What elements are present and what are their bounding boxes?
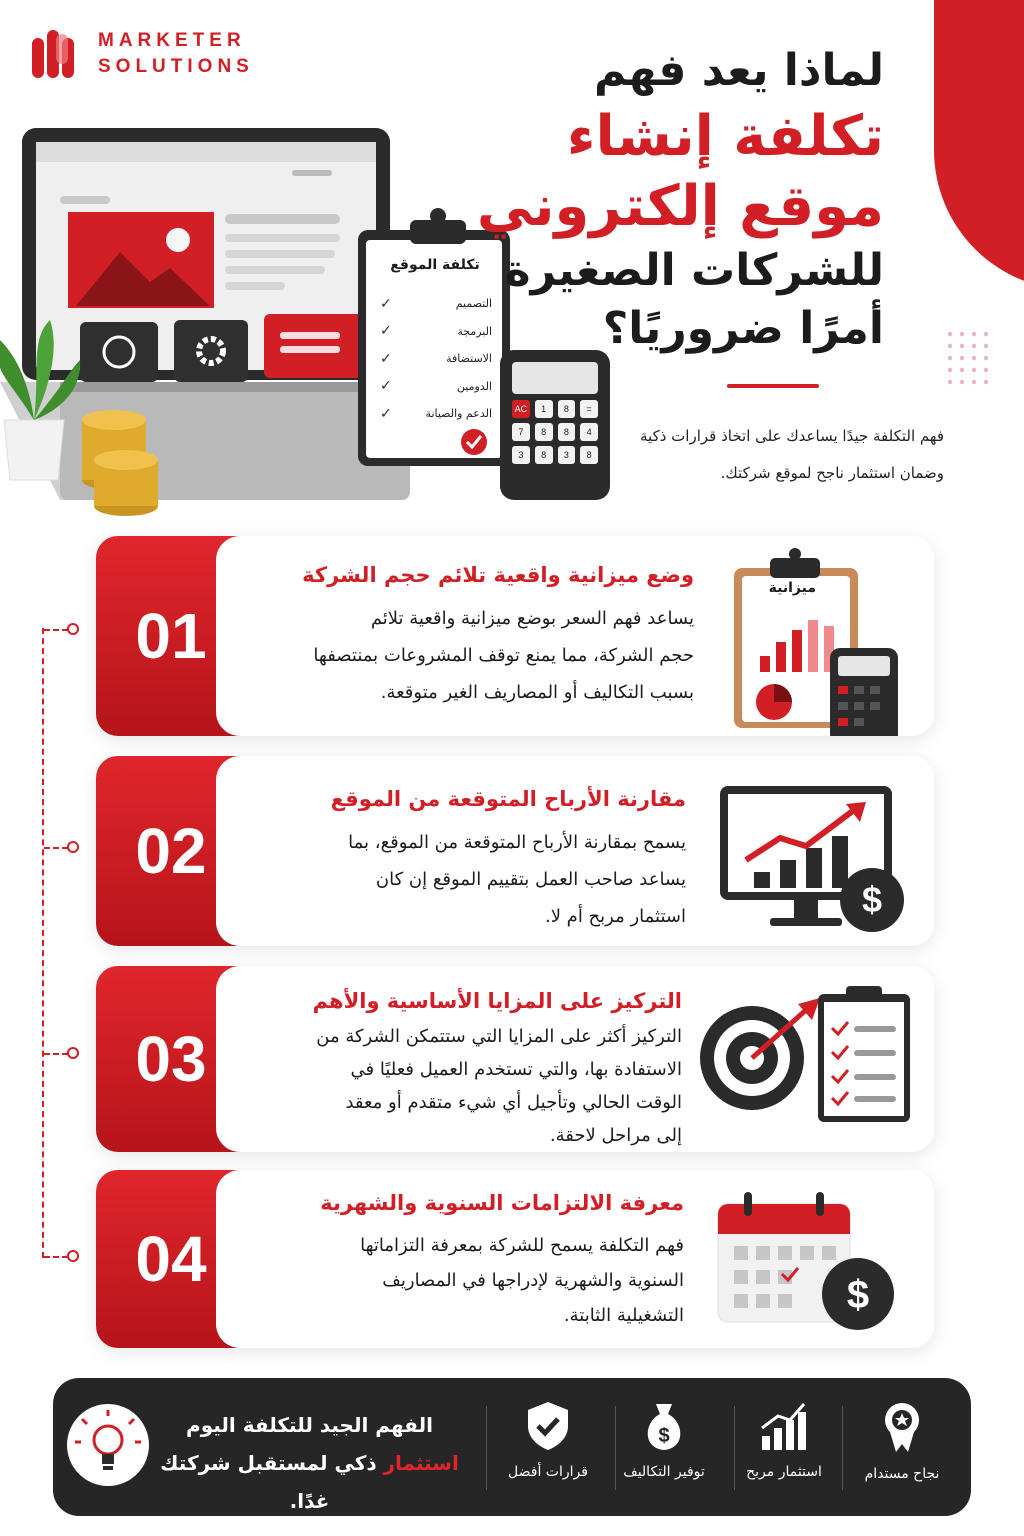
card-body-line: إلى مراحل لاحقة. (549, 1125, 682, 1146)
card-title: وضع ميزانية واقعية تلائم حجم الشركة (302, 563, 694, 587)
card-body (234, 600, 694, 711)
card-body (244, 1228, 684, 1333)
checkmark-icon: ✓ (380, 405, 392, 422)
card-number: 02 (96, 756, 246, 946)
clipboard-item-label: البرمجة (457, 324, 492, 338)
feature-label: نجاح مستدام (864, 1466, 940, 1482)
calculator-key: 4 (580, 423, 598, 441)
clipboard-item-label: الدومين (456, 379, 492, 393)
footer-feature-investment (729, 1400, 839, 1480)
card-body-line: حجم الشركة، مما يمنع توقف المشروعات بمنتصفها (313, 645, 694, 666)
budget-clipboard-icon (724, 546, 904, 736)
shield-check-icon (524, 1400, 572, 1452)
calculator-key: AC (512, 400, 530, 418)
timeline-dot (67, 841, 79, 853)
brand-logo-icon (30, 28, 86, 80)
calculator-key: 8 (535, 446, 553, 464)
calculator-key: 8 (580, 446, 598, 464)
card-number: 04 (96, 1170, 246, 1348)
budget-label: ميزانية (768, 580, 816, 596)
page-title (444, 40, 884, 358)
reason-card-1 (96, 536, 934, 736)
card-title: التركيز على المزايا الأساسية والأهم (312, 989, 682, 1013)
card-number: 03 (96, 966, 246, 1152)
footer-feature-success (847, 1400, 957, 1482)
award-badge-icon (878, 1400, 926, 1454)
reason-card-2 (96, 756, 934, 946)
card-number: 01 (96, 536, 246, 736)
card-body-line: التشغيلية الثابتة. (563, 1305, 684, 1326)
lightbulb-icon (67, 1404, 149, 1486)
card-body-line: يساعد فهم السعر بوضع ميزانية واقعية تلائم (370, 608, 694, 629)
footer-message-rest: ذكي لمستقبل شركتك غدًا. (160, 1451, 384, 1513)
calculator-key: 8 (558, 423, 576, 441)
calculator-key: 7 (512, 423, 530, 441)
calculator-key: 8 (535, 423, 553, 441)
footer-message (157, 1406, 462, 1520)
footer-divider (486, 1406, 487, 1490)
card-body-line: فهم التكلفة يسمح للشركة بمعرفة التزاماتها (360, 1235, 684, 1256)
footer-message-line1: الفهم الجيد للتكلفة اليوم (186, 1413, 433, 1437)
card-body (242, 1020, 682, 1152)
timeline-dot (67, 1047, 79, 1059)
card-body (246, 824, 686, 935)
timeline-dot (67, 1250, 79, 1262)
checkmark-icon: ✓ (380, 350, 392, 367)
growth-chart-monitor-icon (714, 780, 914, 940)
title-line-1: لماذا يعد فهم (594, 45, 884, 96)
footer-banner (53, 1378, 971, 1516)
title-line-4: للشركات الصغيرة (504, 245, 884, 296)
card-body-line: يساعد صاحب العمل بتقييم الموقع إن كان (375, 869, 686, 890)
money-bag-icon (640, 1400, 688, 1452)
title-underline (727, 384, 819, 388)
intro-text: فهم التكلفة جيدًا يساعدك على اتخاذ قرارات ذكية وضمان استثمار ناجح لموقع شركتك. (640, 427, 944, 482)
timeline-connector (44, 629, 68, 631)
checkmark-icon: ✓ (380, 295, 392, 312)
calculator-key: = (580, 400, 598, 418)
footer-divider (842, 1406, 843, 1490)
svg-text:$: $ (846, 1273, 870, 1317)
target-checklist-icon (698, 980, 918, 1130)
corner-decoration (934, 0, 1024, 290)
calculator-key: 8 (558, 400, 576, 418)
card-body-line: استثمار مربح أم لا. (544, 906, 686, 927)
svg-text:$: $ (658, 1425, 670, 1447)
card-body-line: السنوية والشهرية لإدراجها في المصاريف (382, 1270, 684, 1291)
card-body-line: بسبب التكاليف أو المصاريف الغير متوقعة. (380, 682, 694, 703)
card-body-line: الاستفادة بها، والتي تستخدم العميل فعليًا في (350, 1059, 682, 1080)
calculator-keypad (512, 400, 598, 464)
feature-label: توفير التكاليف (623, 1464, 705, 1480)
brand-logo (30, 28, 254, 80)
feature-label: استثمار مربح (746, 1464, 822, 1480)
calculator-key: 1 (535, 400, 553, 418)
clipboard-item (380, 373, 492, 401)
clipboard-item-label: الاستضافة (446, 352, 492, 366)
clipboard-item-label: الدعم والصيانة (425, 407, 492, 421)
checkmark-icon: ✓ (380, 378, 392, 395)
card-title: مقارنة الأرباح المتوقعة من الموقع (330, 787, 686, 811)
timeline-dot (67, 623, 79, 635)
reason-card-3 (96, 966, 934, 1152)
footer-message-accent: استثمار (383, 1451, 459, 1475)
timeline-connector (44, 1053, 68, 1055)
clipboard-item (380, 400, 492, 428)
growth-bars-icon (758, 1400, 810, 1452)
title-line-5: أمرًا ضروريًا؟ (602, 303, 884, 354)
calendar-dollar-icon (708, 1184, 908, 1334)
clipboard-item-label: التصميم (455, 297, 492, 311)
footer-feature-decisions (493, 1400, 603, 1480)
card-body-line: يسمح بمقارنة الأرباح المتوقعة من الموقع، بما (348, 832, 686, 853)
reason-card-4 (96, 1170, 934, 1348)
card-body-line: الوقت الحالي وتأجيل أي شيء متقدم أو معقد (345, 1092, 682, 1113)
calculator-key: 3 (558, 446, 576, 464)
calculator-key: 3 (512, 446, 530, 464)
brand-name-line1: MARKETER (98, 30, 246, 51)
timeline-line (42, 628, 44, 1258)
card-title: معرفة الالتزامات السنوية والشهرية (320, 1191, 684, 1215)
timeline-connector (44, 1256, 68, 1258)
feature-label: قرارات أفضل (508, 1464, 588, 1480)
clipboard-title: تكلفة الموقع (390, 257, 480, 273)
svg-text:$: $ (861, 879, 883, 920)
laptop-icon (0, 128, 420, 500)
title-line-2: تكلفة إنشاء (566, 104, 884, 169)
footer-feature-savings (609, 1400, 719, 1480)
dot-pattern (944, 328, 994, 388)
title-line-3: موقع إلكتروني (476, 174, 884, 239)
checkmark-icon: ✓ (380, 323, 392, 340)
brand-name-line2: SOLUTIONS (98, 56, 254, 77)
card-body-line: التركيز أكثر على المزايا التي ستتمكن الشركة من (316, 1026, 682, 1047)
timeline-connector (44, 847, 68, 849)
